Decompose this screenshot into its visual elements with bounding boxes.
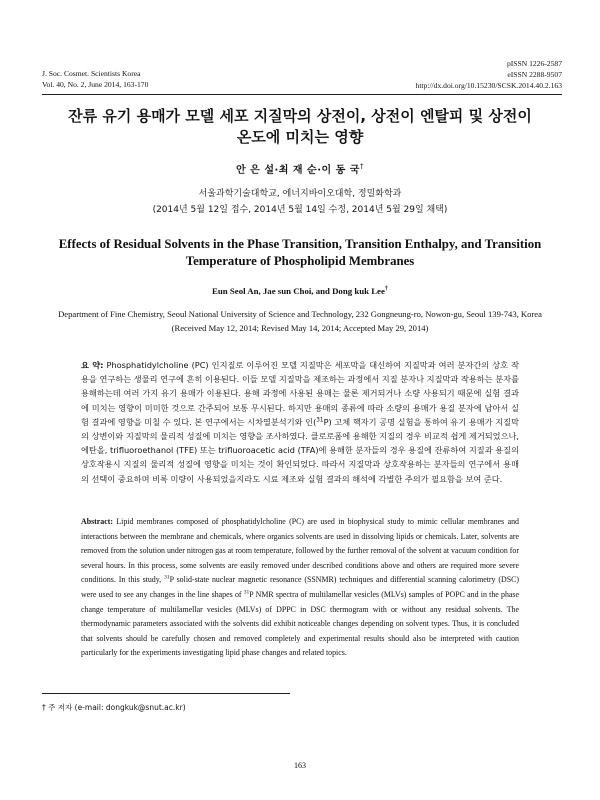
footnote-divider [42,693,290,694]
korean-abstract-text-1: Phosphatidylcholine (PC) 인지질로 이루어진 모델 지질막은 세포막을 대신하여 지질막과 여러 분자간의 상호 작용을 연구하는 생물리 연구에 흔히 이용된다. 이들 모델 지질막을 제조하는 과정에서 지질 분자나 지질막과 작용하는 분자를 용해하는데 여러 가지 유기 용매가 이용된다. 용해 과정에 사용된 용매는 물론 제거되거나 소량 사용되기 때문에 실험 결과에 미치는 영향이 미미한 것으로 간주되어 보통 무시된다. 하지만 용매의 종류에 따라 소량의 용매가 용질 분자에 남아서 실험 결과에 영향을 미칠 수 있다. 본 연구에서는 시차열분석기와 인( [81,360,519,427]
header-divider [42,94,562,95]
english-author-names: Eun Seol An, Jae sun Choi, and Dong kuk Lee [212,286,385,296]
korean-abstract-label: 요 약: [81,360,104,370]
english-abstract-label: Abstract: [81,517,113,526]
journal-header-left [42,68,148,90]
english-title: Effects of Residual Solvents in the Phase Transition, Transition Enthalpy, and Transition Temperature of Phospholipid Membranes [58,237,542,268]
english-abstract-sup-2: 31 [243,589,250,596]
korean-title: 잔류 유기 용매가 모델 세포 지질막의 상전이, 상전이 엔탈피 및 상전이 온도에 미치는 영향 [68,107,532,146]
english-abstract-text-2: P solid-state nuclear magnetic resonance (SSNMR) techniques and differential scanning calorimetry (DSC) were used to see any changes in the line shapes of [81,575,520,599]
english-authors [0,286,600,296]
english-affiliation-address: Department of Fine Chemistry, Seoul National University of Science and Technology, 232 Gongneung-ro, Nowon-gu, Seoul 139-743, Korea [58,309,542,319]
korean-affiliation: 서울과학기술대학교, 에너지바이오대학, 정밀화학과 [198,189,402,199]
korean-author-names: 안 은 설·최 재 순·이 동 국 [236,165,360,176]
english-abstract-text-3: P NMR spectra of multilamellar vesicles (MLVs) samples of POPC and in the phase change temperature of multilamellar vesicles (MLVs) of DPPC in DSC thermogram with or without any residual solvents. The thermodynamic parameters associated with the solvents did exhibit noticeable changes depending on solvent types. Thus, it is concluded that solvents should be carefully chosen and removed completely and experimental results should also be interpreted with caution particularly for the experiments investigating lipid phase changes and related topics. [81,589,520,658]
korean-authors [0,161,600,176]
english-affiliation [48,307,552,335]
english-abstract-text-1: Lipid membranes composed of phosphatidylcholine (PC) are used in biophysical study to mimic cellular membranes and interactions between the membrane and chemicals, where organics solvents are used in dissolving lipids or chemicals. Later, solvents are removed from the solution under nitrogen gas at room temperature, followed by the further removal of the solvent at vacuum condition for several hours. In this process, some solvents are easily removed under described conditions above and others are required more severe conditions. In this study, [81,517,519,585]
english-abstract-sup-1: 31 [164,574,170,581]
doi-link[interactable]: http://dx.doi.org/10.15230/SCSK.2014.40.2.163 [415,81,562,90]
page-number: 163 [294,761,306,770]
korean-abstract-text-2: P) 고체 핵자기 공명 실험을 통하여 유기 용매가 지질막의 상변이와 지질막의 물리적 성질에 미치는 영향을 조사하였다. 클로로폼에 용해한 지질의 경우 비교적 쉽게 제거되었으나, 에탄올, trifluoroethanol (TFE) 또는 trifluoroacetic acid (TFA)에 용해한 분자들의 경우 용질에 잔류하여 지질과 용질의 상호작용시 지질의 물리적 성질에 영향을 미치는 것이 확인되었다. 따라서 지질막과 상호작용하는 분자들의 연구에서 용매의 선택이 중요하며 비록 미량이 사용되었을지라도 시료 제조와 실험 결과의 해석에 각별한 주의가 필요함을 보여 준다. [81,416,519,484]
pissn: pISSN 1226-2587 [506,59,562,68]
journal-name: J. Soc. Cosmet. Scientists Korea [42,69,141,78]
english-abstract [81,515,519,661]
korean-abstract [81,358,519,486]
eissn: eISSN 2288-9507 [507,70,562,79]
corresponding-author-footnote: † 주 저자 (e-mail: dongkuk@snut.ac.kr) [42,703,186,712]
journal-header-right [416,58,562,91]
journal-volume: Vol. 40, No. 2, June 2014, 163-170 [42,80,149,89]
corresponding-dagger-ko: † [359,162,364,171]
korean-dates: (2014년 5월 12일 접수, 2014년 5월 14일 수정, 2014년 5월 29일 채택) [152,205,448,215]
english-dates: (Received May 12, 2014; Revised May 14, 2014; Accepted May 29, 2014) [171,323,429,333]
korean-abstract-sup: 31 [316,417,324,424]
corresponding-dagger-en: † [384,286,388,293]
